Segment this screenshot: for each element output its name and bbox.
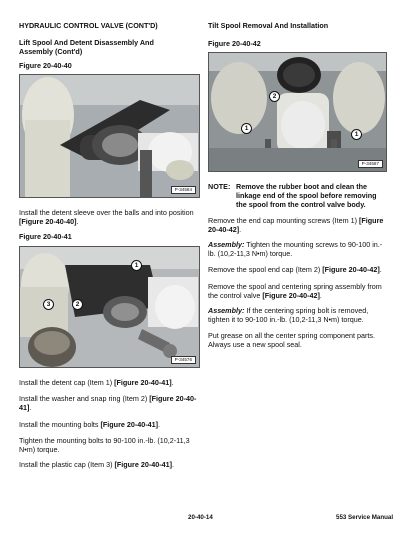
callout-1: 1 (241, 123, 252, 134)
subsection-title: Tilt Spool Removal And Installation (208, 21, 329, 30)
paragraph: Remove the end cap mounting screws (Item 1) [Figure 20-40-42]. (208, 216, 384, 235)
figure-tag: P-34587 (358, 160, 383, 168)
step-5: Install the plastic cap (Item 3) [Figure 20-40-41]. (19, 460, 175, 469)
step-4: Tighten the mounting bolts to 90-100 in.-lb. (10,2-11,3 N•m) torque. (19, 436, 190, 455)
callout-2: 2 (269, 91, 280, 102)
paragraph: Assembly: If the centering spring bolt is removed, tighten it to 90-100 in.-lb. (10,2-11,3 N•m) torque. (208, 306, 369, 325)
callout-3: 3 (43, 299, 54, 310)
manual-title: 553 Service Manual (336, 514, 394, 521)
section-title: HYDRAULIC CONTROL VALVE (CONT'D) (19, 21, 158, 30)
callout-1: 1 (131, 260, 142, 271)
paragraph: Install the detent sleeve over the balls and into position [Figure 20-40-40]. (19, 208, 194, 227)
step-1: Install the detent cap (Item 1) [Figure 20-40-41]. (19, 378, 174, 387)
figure-caption: Figure 20-40-42 (208, 39, 261, 48)
step-2: Install the washer and snap ring (Item 2) [Figure 20-40-41]. (19, 394, 197, 413)
figure-photo-20-40-41 (19, 246, 200, 368)
note-label: NOTE: (208, 182, 231, 191)
figure-caption: Figure 20-40-41 (19, 232, 72, 241)
callout-2: 2 (72, 299, 83, 310)
page-number: 20-40-14 (188, 514, 213, 521)
paragraph: Remove the spool and centering spring assembly from the control valve [Figure 20-40-42]. (208, 282, 382, 301)
photo-spool-end-cap (209, 53, 387, 172)
figure-photo-20-40-42 (208, 52, 387, 172)
paragraph: Remove the spool end cap (Item 2) [Figure 20-40-42]. (208, 265, 382, 274)
figure-caption: Figure 20-40-40 (19, 61, 72, 70)
figure-tag: P-34584 (171, 186, 196, 194)
subsection-title: Lift Spool And Detent Disassembly And Assembly (Cont'd) (19, 38, 154, 56)
callout-1: 1 (351, 129, 362, 140)
paragraph: Put grease on all the center spring component parts. Always use a new spool seal. (208, 331, 376, 350)
figure-tag: P-34576 (171, 356, 196, 364)
figure-photo-20-40-40 (19, 74, 200, 198)
photo-detent-sleeve (20, 75, 200, 198)
paragraph: Assembly: Tighten the mounting screws to 90-100 in.-lb. (10,2-11,3 N•m) torque. (208, 240, 383, 259)
step-3: Install the mounting bolts [Figure 20-40-41]. (19, 420, 161, 429)
note-text: Remove the rubber boot and clean the linkage end of the spool before removing the spool from the control valve body. (236, 182, 377, 209)
